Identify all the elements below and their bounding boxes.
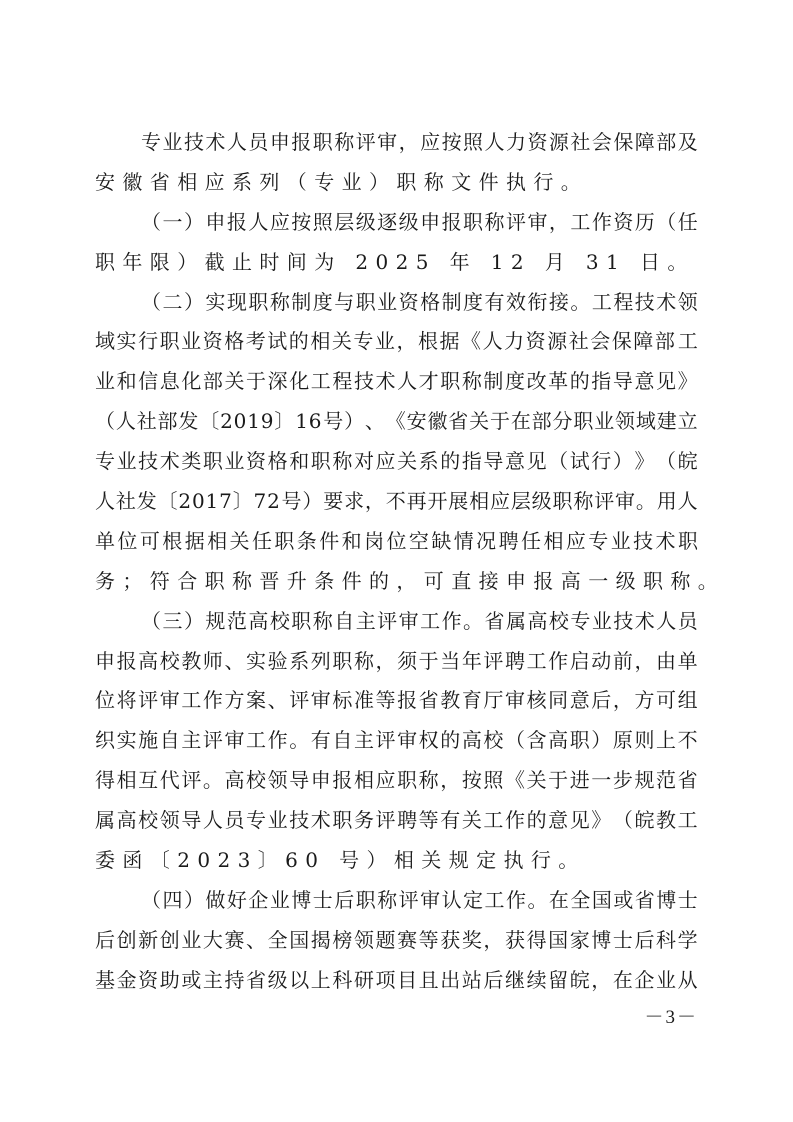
paragraph-line: （ 四 ） 做 好 企 业 博 士 后 职 称 评 审 认 定 工 作 。 在 全 国 或 省 博 士 [141, 887, 698, 912]
paragraph-line: 业 和 信 息 化 部 关 于 深 化 工 程 技 术 人 才 职 称 制 度 改 革 的 指 导 意 见 》 [95, 369, 698, 394]
paragraph-line: 专 业 技 术 人 员 申 报 职 称 评 审 ， 应 按 照 人 力 资 源 社 会 保 障 部 及 [141, 130, 698, 154]
paragraph-line: 基 金 资 助 或 主 持 省 级 以 上 科 研 项 目 且 出 站 后 继 续 留 皖 ， 在 企 业 从 [95, 967, 698, 992]
paragraph-line: （ 人 社 部 发 〔 2 0 1 9 〕 1 6 号 ） 、 《 安 徽 省 关 于 在 部 分 职 业 领 域 建 立 [95, 409, 698, 434]
paragraph-line: 申 报 高 校 教 师 、 实 验 系 列 职 称 ， 须 于 当 年 评 聘 工 作 启 动 前 ， 由 单 [95, 648, 698, 673]
paragraph-line: 专 业 技 术 类 职 业 资 格 和 职 称 对 应 关 系 的 指 导 意 见 （ 试 行 ） 》 （ 皖 [95, 449, 698, 474]
paragraph-line: 得 相 互 代 评 。 高 校 领 导 申 报 相 应 职 称 ， 按 照 《 关 于 进 一 步 规 范 省 [95, 768, 698, 793]
page-number: －3－ [644, 1007, 698, 1028]
body-text [95, 123, 726, 1001]
paragraph-line: （ 三 ） 规 范 高 校 职 称 自 主 评 审 工 作 。 省 属 高 校 专 业 技 术 人 员 [141, 608, 698, 633]
paragraph-line: （ 一 ） 申 报 人 应 按 照 层 级 逐 级 申 报 职 称 评 审 ， 工 作 资 历 （ 任 [141, 209, 698, 234]
paragraph-line: 职年限）截止时间为 2025 年 12 月 31 日。 [95, 249, 695, 274]
paragraph-line: 后 创 新 创 业 大 赛 、 全 国 揭 榜 领 题 赛 等 获 奖 ， 获 得 国 家 博 士 后 科 学 [95, 927, 698, 952]
paragraph-line: （ 二 ） 实 现 职 称 制 度 与 职 业 资 格 制 度 有 效 衔 接 。 工 程 技 术 领 [141, 289, 698, 314]
paragraph-line: 位 将 评 审 工 作 方 案 、 评 审 标 准 等 报 省 教 育 厅 审 核 同 意 后 ， 方 可 组 [95, 688, 698, 713]
paragraph-line: 务；符合职称晋升条件的，可直接申报高一级职称。 [95, 568, 726, 593]
paragraph-line: 属 高 校 领 导 人 员 专 业 技 术 职 务 评 聘 等 有 关 工 作 的 意 见 》 （ 皖 教 工 [95, 808, 698, 833]
paragraph-line: 人 社 发 〔 2 0 1 7 〕 7 2 号 ） 要 求 ， 不 再 开 展 相 应 层 级 职 称 评 审 。 用 人 [95, 489, 698, 514]
paragraph-line: 织 实 施 自 主 评 审 工 作 。 有 自 主 评 审 权 的 高 校 （ 含 高 职 ） 原 则 上 不 [95, 728, 698, 753]
paragraph-line: 委函〔2023〕60 号）相关规定执行。 [95, 848, 586, 873]
paragraph-line: 域 实 行 职 业 资 格 考 试 的 相 关 专 业 ， 根 据 《 人 力 资 源 社 会 保 障 部 工 [95, 329, 698, 354]
paragraph-line: 单 位 可 根 据 相 关 任 职 条 件 和 岗 位 空 缺 情 况 聘 任 相 应 专 业 技 术 职 [95, 528, 698, 553]
paragraph-line: 安徽省相应系列（专业）职称文件执行。 [95, 169, 589, 194]
